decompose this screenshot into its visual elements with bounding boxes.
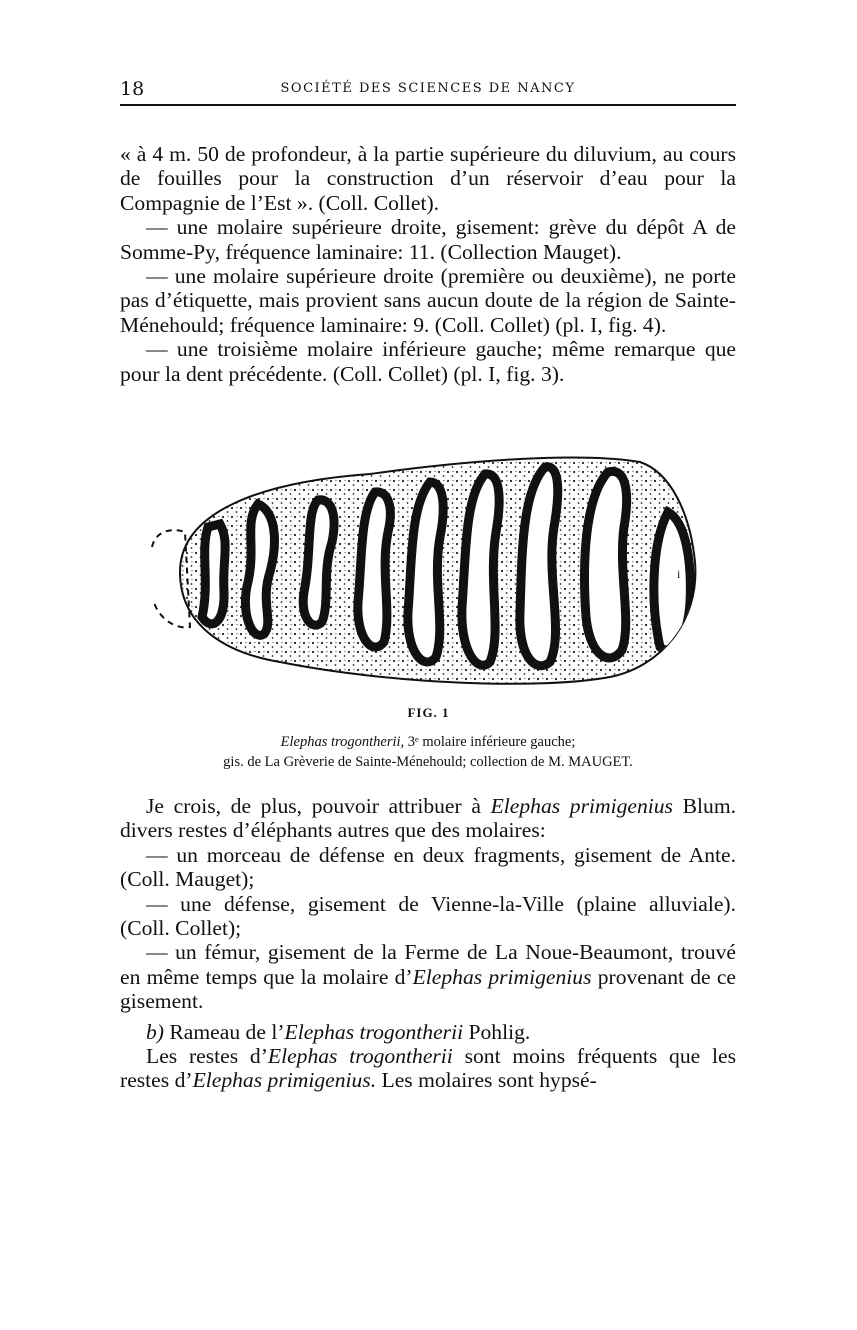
text-span: Les restes d’ xyxy=(146,1044,268,1069)
paragraph: — une défense, gisement de Vienne-la-Ville (plaine alluviale). (Coll. Collet); xyxy=(120,891,736,941)
text-span: Rameau de l’ xyxy=(164,1019,285,1044)
text-span: Je crois, de plus, pouvoir attribuer à xyxy=(146,794,491,818)
text-span: — un fémur, gisement de la Ferme de La Noue-Beaumont, trouvé en même temps que la molaire d’ xyxy=(120,940,736,989)
paragraph xyxy=(120,1020,736,1044)
paragraph: — une molaire supérieure droite (première ou deuxième), ne porte pas d’étiquette, mais provient sans aucun doute de la région de Sainte-Ménehould; fréquence laminaire: 9. (Coll. Collet) (pl. I, fig. 4). xyxy=(120,264,736,337)
caption-text: 3ᵉ molaire inférieure gauche; xyxy=(404,734,576,750)
text-block-bottom xyxy=(120,794,736,1093)
text-span: sont moins fréquents que les restes d’ xyxy=(120,1044,736,1093)
paragraph xyxy=(120,1044,736,1093)
paragraph: « à 4 m. 50 de profondeur, à la partie supérieure du diluvium, au cours de fouilles pour la construction d’un réservoir d’eau pour la Compagnie de l’Est ». (Coll. Collet). xyxy=(120,142,736,215)
running-head: SOCIÉTÉ DES SCIENCES DE NANCY xyxy=(280,81,576,96)
section-letter: b) xyxy=(146,1019,164,1044)
figure-caption-line1 xyxy=(120,732,736,752)
figure-label: FIG. 1 xyxy=(407,705,450,720)
paragraph: — une troisième molaire inférieure gauche; même remarque que pour la dent précédente. (Coll. Collet) (pl. I, fig. 3). xyxy=(120,337,736,386)
figure-caption-line2: gis. de La Grèverie de Sainte-Ménehould; collection de M. MAUGET. xyxy=(223,754,633,770)
svg-text:i: i xyxy=(677,567,681,581)
text-span: Pohlig. xyxy=(463,1019,531,1044)
paragraph: — une molaire supérieure droite, gisement: grève du dépôt A de Somme-Py, fréquence laminaire: 11. (Collection Mauget). xyxy=(120,215,736,264)
species-name: Elephas primigenius xyxy=(412,964,592,989)
molar-figure xyxy=(140,452,702,696)
caption-species: Elephas trogontherii, xyxy=(280,734,405,750)
species-name: Elephas primigenius. xyxy=(192,1068,377,1093)
text-span: Blum. divers restes d’éléphants autres que des molaires: xyxy=(120,794,737,843)
species-name: Elephas trogontherii xyxy=(284,1019,464,1044)
paragraph xyxy=(120,940,736,1013)
species-name: Elephas primigenius xyxy=(490,794,673,818)
page-header xyxy=(120,78,736,106)
text-span: provenant de ce gisement. xyxy=(120,964,736,1014)
paragraph: — un morceau de défense en deux fragments, gisement de Ante. (Coll. Mauget); xyxy=(120,842,736,892)
page-number: 18 xyxy=(120,78,145,100)
text-block-top xyxy=(120,142,736,386)
text-span: Les molaires sont hypsé- xyxy=(376,1068,597,1093)
paragraph xyxy=(120,794,736,843)
species-name: Elephas trogontherii xyxy=(267,1044,453,1069)
